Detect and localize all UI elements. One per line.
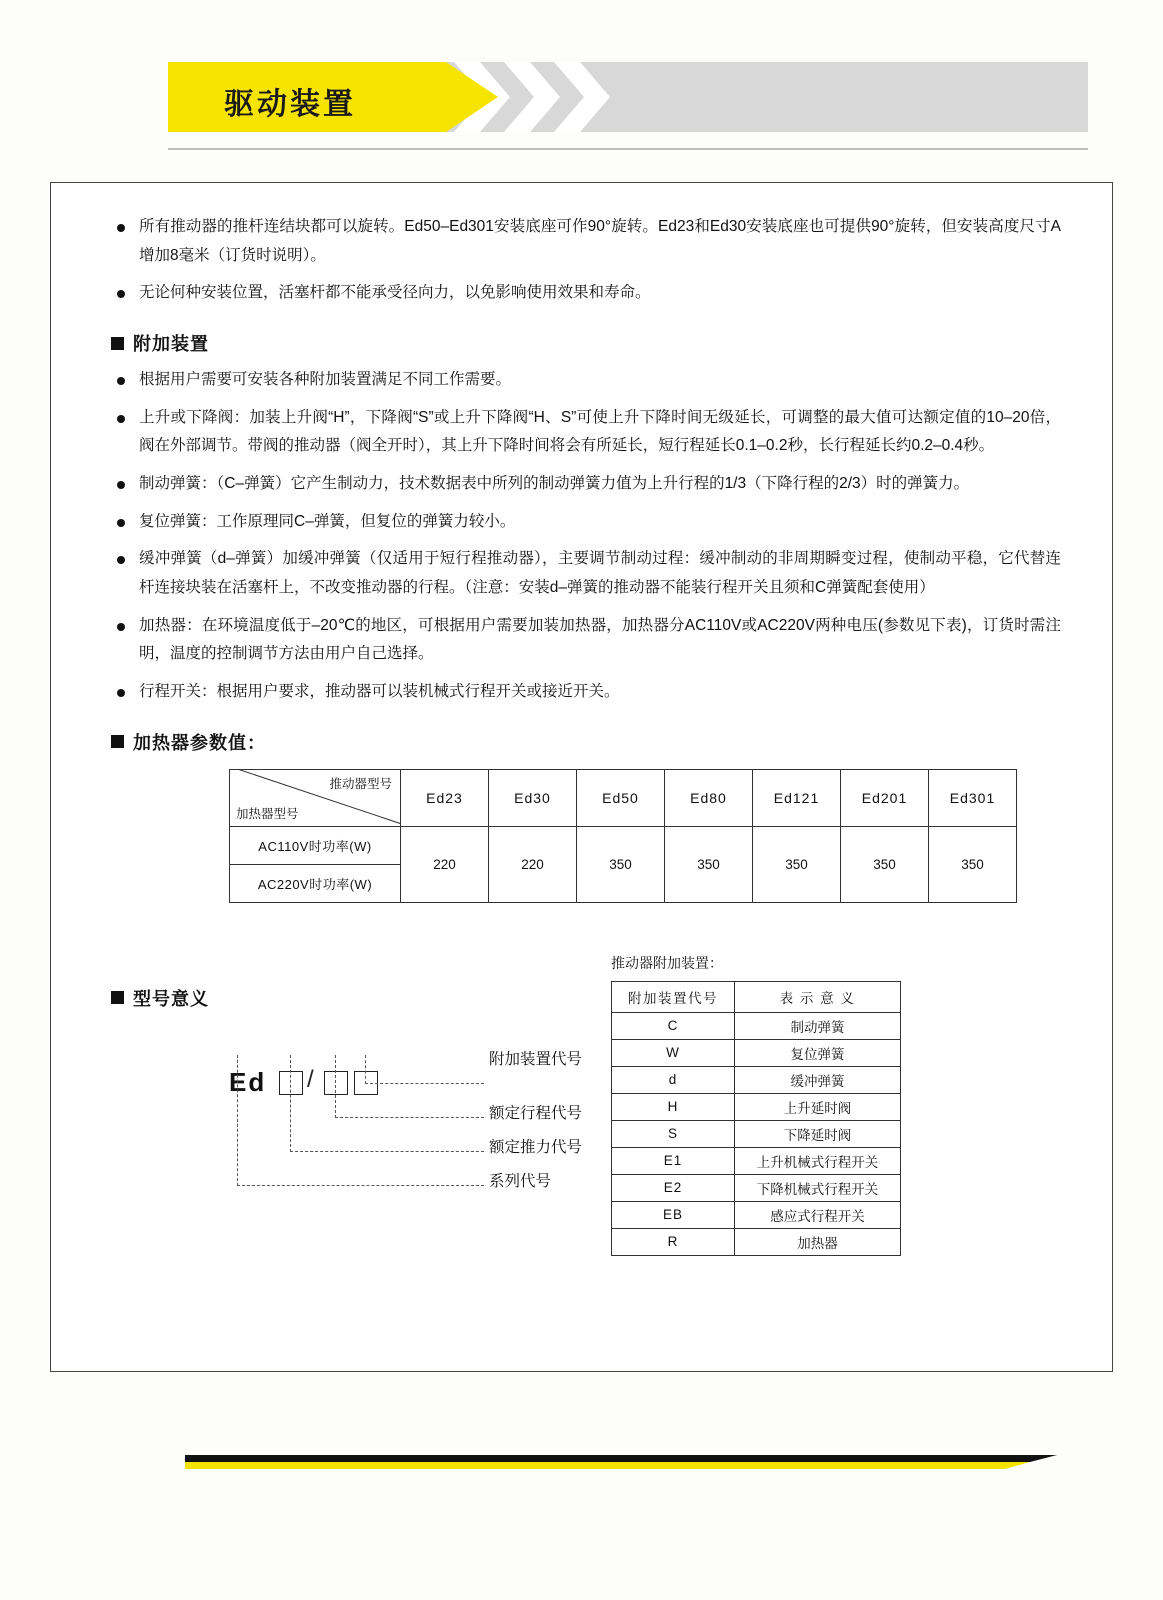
heater-parameter-table: [229, 769, 1017, 903]
leader-line-series: [237, 1055, 484, 1186]
table-row: [612, 1066, 901, 1093]
square-bullet-icon: [111, 337, 124, 350]
table-row: [612, 1093, 901, 1120]
attachment-bullet-list: [111, 366, 1061, 707]
row-header: AC220V时功率(W): [230, 864, 401, 902]
table-cell-code: C: [612, 1012, 735, 1039]
table-cell-meaning: 下降机械式行程开关: [735, 1174, 901, 1201]
page-title: 驱动装置: [224, 88, 356, 121]
content-frame: [50, 182, 1113, 1372]
attachment-code-table-wrapper: [611, 953, 911, 1256]
column-header: Ed80: [665, 769, 753, 826]
table-cell-code: E2: [612, 1174, 735, 1201]
table-row: [612, 1147, 901, 1174]
attachment-table-caption: 推动器附加装置：: [611, 954, 723, 971]
table-cell: 220: [489, 826, 577, 902]
model-slash: /: [307, 1065, 314, 1093]
content-body: [111, 213, 1061, 1293]
row-header: AC110V时功率(W): [230, 826, 401, 864]
table-cell-meaning: 下降延时阀: [735, 1120, 901, 1147]
list-item: 行程开关：根据用户要求，推动器可以装机械式行程开关或接近开关。: [111, 678, 1061, 707]
table-cell-code: S: [612, 1120, 735, 1147]
list-item: 制动弹簧：（C–弹簧）它产生制动力，技术数据表中所列的制动弹簧力值为上升行程的1/3（下降行程的2/3）时的弹簧力。: [111, 470, 1061, 499]
table-cell-meaning: 上升机械式行程开关: [735, 1147, 901, 1174]
leader-label-attachment: 附加装置代号: [489, 1050, 583, 1068]
table-cell-code: W: [612, 1039, 735, 1066]
table-row: [612, 1120, 901, 1147]
leader-label-thrust: 额定推力代号: [489, 1138, 583, 1156]
square-bullet-icon: [111, 991, 124, 1004]
model-prefix: Ed: [229, 1066, 267, 1097]
list-item: 复位弹簧：工作原理同C–弹簧，但复位的弹簧力较小。: [111, 508, 1061, 537]
square-bullet-icon: [111, 735, 124, 748]
table-cell: 220: [401, 826, 489, 902]
footer-black-bar: [185, 1455, 1057, 1462]
table-cell: 350: [577, 826, 665, 902]
list-item: 根据用户需要可安装各种附加装置满足不同工作需要。: [111, 366, 1061, 395]
table-corner-cell: [230, 769, 401, 826]
list-item: 上升或下降阀：加装上升阀“H”，下降阀“S”或上升下降阀“H、S”可使上升下降时间无级延长，可调整的最大值可达额定值的10–20倍，阀在外部调节。带阀的推动器（阀全开时），其上升下降时间将会有所延长，短行程延长0.1–0.2秒，长行程延长约0.2–0.4秒。: [111, 404, 1061, 461]
section-heading-attachments: [111, 330, 1061, 356]
corner-bottom-label: 加热器型号: [236, 806, 299, 821]
table-row: [612, 1228, 901, 1255]
model-meaning-left: [111, 963, 583, 1215]
table-cell-meaning: 缓冲弹簧: [735, 1066, 901, 1093]
table-row: [612, 981, 901, 1012]
table-row: [612, 1201, 901, 1228]
column-header: Ed301: [929, 769, 1017, 826]
table-cell-meaning: 制动弹簧: [735, 1012, 901, 1039]
model-meaning-section: [111, 954, 1061, 1293]
list-item: 缓冲弹簧（d–弹簧）加缓冲弹簧（仅适用于短行程推动器），主要调节制动过程：缓冲制动的非周期瞬变过程，使制动平稳，它代替连杆连接块装在活塞杆上，不改变推动器的行程。（注意：安装d–弹簧的推动器不能装行程开关且须和C弹簧配套使用）: [111, 545, 1061, 602]
section-title: 型号意义: [133, 988, 209, 1009]
table-cell-meaning: 上升延时阀: [735, 1093, 901, 1120]
header-divider: [168, 148, 1088, 150]
list-item: 所有推动器的推杆连结块都可以旋转。Ed50–Ed301安装底座可作90°旋转。Ed23和Ed30安装底座也可提供90°旋转，但安装高度尺寸A增加8毫米（订货时说明）。: [111, 213, 1061, 270]
table-cell-code: R: [612, 1228, 735, 1255]
attachment-code-table: [611, 981, 901, 1256]
leader-label-series: 系列代号: [489, 1172, 552, 1190]
column-header: Ed201: [841, 769, 929, 826]
footer-yellow-bar: [185, 1462, 1057, 1469]
section-title: 加热器参数值：: [133, 732, 266, 753]
column-header: Ed50: [577, 769, 665, 826]
column-header: 表 示 意 义: [735, 981, 901, 1012]
table-cell: 350: [665, 826, 753, 902]
section-heading-heater: [111, 729, 1061, 755]
table-cell: 350: [929, 826, 1017, 902]
table-cell-meaning: 感应式行程开关: [735, 1201, 901, 1228]
page-footer: [185, 1455, 1057, 1469]
table-cell-code: EB: [612, 1201, 735, 1228]
heater-table-wrapper: [229, 769, 1061, 903]
leader-label-stroke: 额定行程代号: [489, 1104, 583, 1122]
column-header: Ed23: [401, 769, 489, 826]
column-header: Ed30: [489, 769, 577, 826]
page-header: [168, 62, 1088, 137]
corner-top-label: 推动器型号: [329, 776, 392, 791]
intro-bullet-list: [111, 213, 1061, 308]
column-header: 附加装置代号: [612, 981, 735, 1012]
table-row: [612, 1039, 901, 1066]
table-row: [612, 1174, 901, 1201]
list-item: 加热器：在环境温度低于–20℃的地区，可根据用户需要加装加热器，加热器分AC110V或AC220V两种电压(参数见下表)，订货时需注明，温度的控制调节方法由用户自己选择。: [111, 612, 1061, 669]
table-row: [612, 1012, 901, 1039]
table-cell: 350: [753, 826, 841, 902]
section-title: 附加装置: [133, 334, 209, 355]
table-cell-meaning: 复位弹簧: [735, 1039, 901, 1066]
column-header: Ed121: [753, 769, 841, 826]
table-row: [230, 769, 1017, 826]
section-heading-model: [111, 985, 571, 1011]
table-cell-code: d: [612, 1066, 735, 1093]
model-code-diagram: [111, 1045, 583, 1215]
table-cell-meaning: 加热器: [735, 1228, 901, 1255]
table-row: [230, 826, 1017, 864]
table-cell-code: H: [612, 1093, 735, 1120]
table-cell-code: E1: [612, 1147, 735, 1174]
list-item: 无论何种安装位置，活塞杆都不能承受径向力，以免影响使用效果和寿命。: [111, 279, 1061, 308]
table-cell: 350: [841, 826, 929, 902]
